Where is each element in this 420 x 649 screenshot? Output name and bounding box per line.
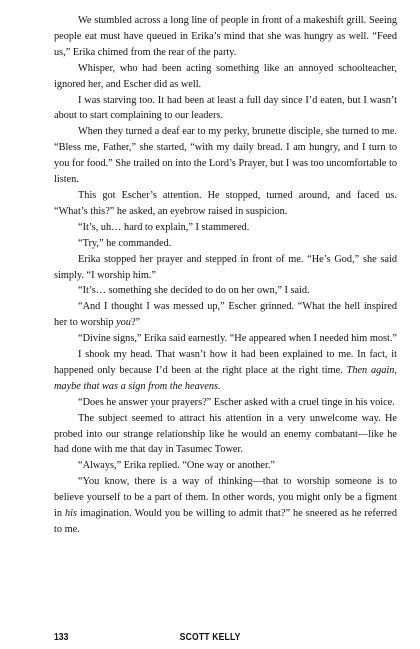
italic-text: his (65, 508, 78, 520)
paragraph (54, 411, 397, 459)
text-run: When they turned a deaf ear to my perky, brunette disciple, she turned to me. “Bless me, Father,” she started, “with my daily bread. I am hungry, and I turn to you for food.” She trailed on into the Lord’s Prayer, but I was too uncomfortable to listen. (54, 126, 397, 186)
paragraph (54, 395, 397, 411)
text-run: “Always,” Erika replied. “One way or another.” (78, 460, 275, 472)
running-footer-author (0, 631, 420, 643)
paragraph (54, 252, 397, 284)
body-text (54, 13, 397, 538)
text-run: imagination. Would you be willing to admit that?” he sneered as he referred to me. (54, 508, 397, 535)
text-run: Erika stopped her prayer and stepped in front of me. “He’s God,” she said simply. “I worship him.” (54, 253, 397, 281)
author-name: SCOTT KELLY (179, 631, 241, 643)
paragraph (54, 124, 397, 188)
text-run: “It’s… something she decided to do on her own,” I said. (78, 285, 310, 297)
paragraph (54, 13, 397, 61)
paragraph (54, 347, 397, 395)
paragraph (54, 474, 397, 538)
paragraph (54, 458, 397, 474)
paragraph (54, 236, 397, 252)
text-run: “It’s, uh… hard to explain,” I stammered. (78, 221, 250, 233)
text-run: “Try,” he commanded. (78, 237, 172, 249)
paragraph (54, 220, 397, 236)
paragraph (54, 331, 397, 347)
text-run: This got Escher’s attention. He stopped, turned around, and faced us. “What’s this?” he asked, an eyebrow raised in suspicion. (54, 189, 397, 217)
text-run: ?” (130, 317, 141, 329)
paragraph (54, 299, 397, 331)
text-run: I was starving too. It had been at least a full day since I’d eaten, but I wasn’t about to start complaining to our leaders. (54, 94, 397, 122)
paragraph (54, 283, 397, 299)
text-run: “And I thought I was messed up,” Escher grinned. “What the hell inspired her to worship (54, 301, 397, 329)
paragraph (54, 188, 397, 220)
text-run: “Does he answer your prayers?” Escher asked with a cruel tinge in his voice. (78, 396, 395, 408)
text-run: We stumbled across a long line of people in front of a makeshift grill. Seeing people eat must have queued in Erika’s mind that she was hungry as well. “Feed us,” Erika chimed from the rear of the party. (54, 15, 397, 58)
italic-text: Then again, maybe that was a sign from the heavens. (54, 364, 398, 392)
text-run: “You know, there is a way of thinking—that to worship someone is to believe yourself to be a part of them. In other words, you might only be a figment in (54, 476, 397, 520)
text-run: Whisper, who had been acting something like an annoyed schoolteacher, ignored her, and Escher did as well. (54, 62, 397, 90)
paragraph (54, 61, 397, 93)
italic-text: you (116, 317, 131, 329)
text-run: The subject seemed to attract his attention in a very unwelcome way. He probed into our strange relationship like he would an enemy combatant—like he had done with me that day in Tasumec Tower. (54, 412, 397, 456)
page-number: 133 (54, 631, 69, 643)
text-run: I shook my head. That wasn’t how it had been explained to me. In fact, it happened only because I’d been at the right place at the right time. (54, 349, 397, 376)
text-run: “Divine signs,” Erika said earnestly. “He appeared when I needed him most.” (78, 333, 397, 345)
paragraph (54, 93, 397, 125)
